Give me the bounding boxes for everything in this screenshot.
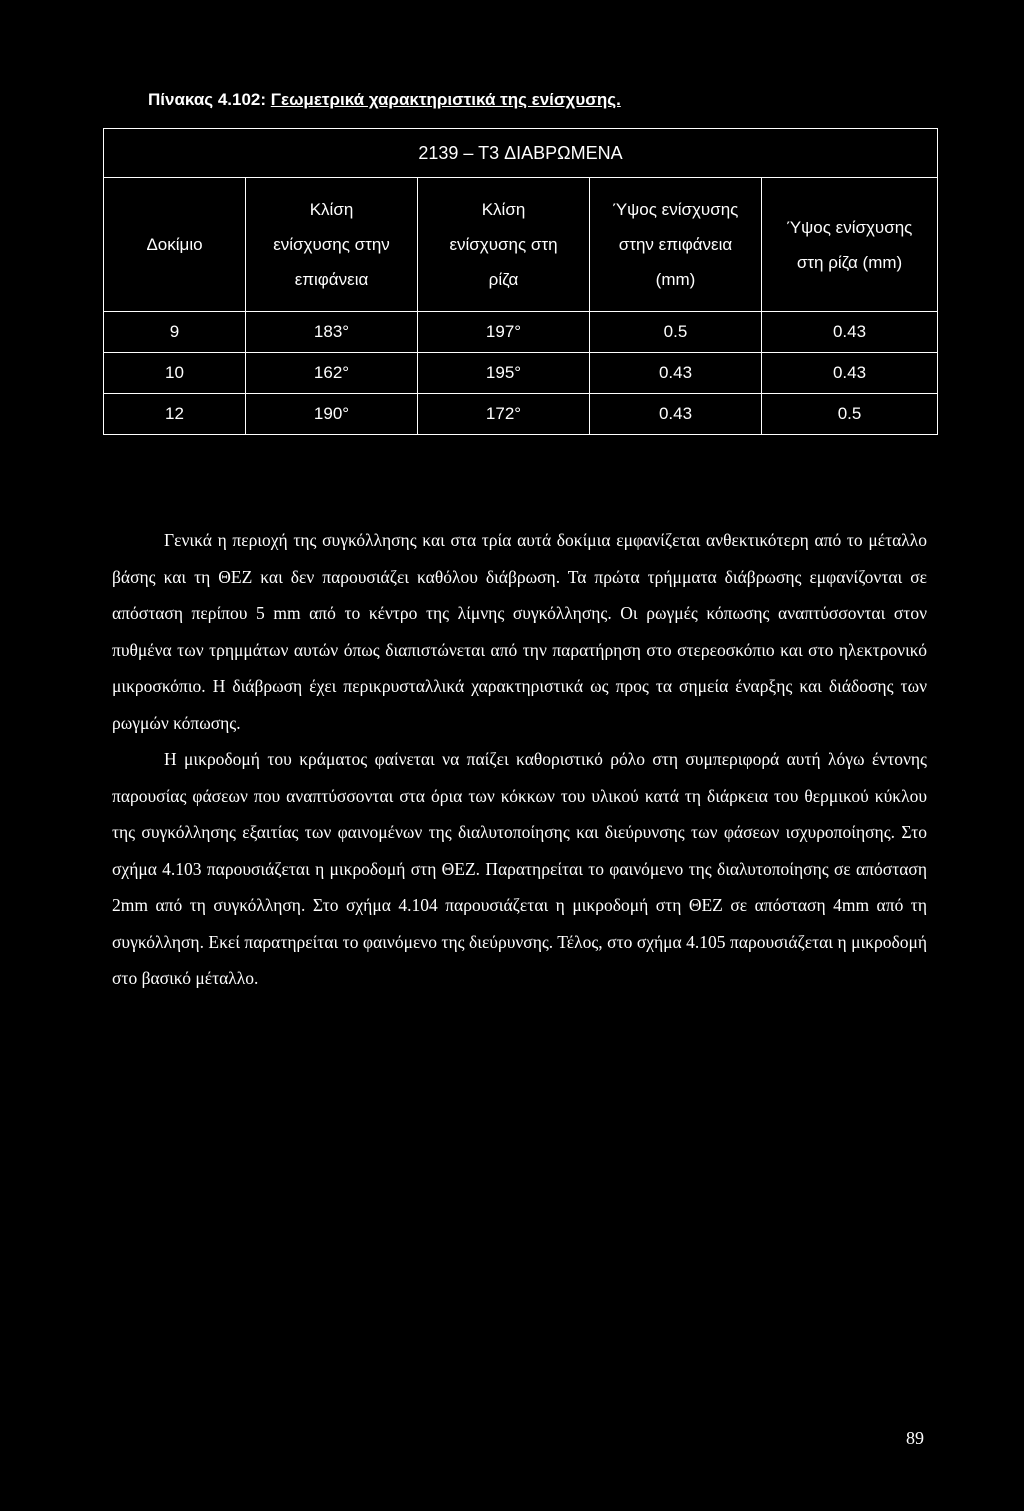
geometry-table [103, 128, 938, 435]
table-title-row [104, 129, 938, 178]
cell-height-root: 0.43 [762, 312, 938, 353]
cell-specimen: 10 [104, 353, 246, 394]
cell-height-root: 0.43 [762, 353, 938, 394]
header-line: Ύψος ενίσχυσης [786, 217, 913, 237]
paragraph: Γενικά η περιοχή της συγκόλλησης και στα τρία αυτά δοκίμια εμφανίζεται ανθεκτικότερη από το μέταλλο βάσης και τη ΘΕΖ και δεν παρουσιάζει καθόλου διάβρωση. Τα πρώτα τρήμματα διάβρωσης εμφανίζονται σε απόσταση περίπου 5 mm από το κέντρο της λίμνης συγκόλλησης. Οι ρωγμές κόπωσης αναπτύσσονται στον πυθμένα των τρημμάτων αυτών όπως διαπιστώνεται από την παρατήρηση στο στερεοσκόπιο και στο ηλεκτρονικό μικροσκόπιο. Η διάβρωση έχει περικρυσταλλικά χαρακτηριστικά ως προς τα σημεία έναρξης και διάδοσης των ρωγμών κόπωσης. [112, 530, 927, 733]
cell-height-surface: 0.5 [590, 312, 762, 353]
header-specimen [104, 178, 246, 312]
header-line: (mm) [655, 270, 696, 289]
header-line: Κλίση [481, 200, 526, 219]
cell-slope-root: 197° [418, 312, 590, 353]
cell-height-surface: 0.43 [590, 394, 762, 435]
cell-slope-surface: 190° [246, 394, 418, 435]
table-row [104, 353, 938, 394]
header-line: ενίσχυσης στην [273, 235, 390, 254]
cell-slope-root: 195° [418, 353, 590, 394]
header-specimen-line: Δοκίμιο [146, 235, 203, 254]
header-line: στη ρίζα (mm) [796, 252, 903, 272]
table-row [104, 312, 938, 353]
header-line: Κλίση [309, 200, 354, 219]
paragraph: Η μικροδομή του κράματος φαίνεται να παίζει καθοριστικό ρόλο στη συμπεριφορά αυτή λόγω έντονης παρουσίας φάσεων που αναπτύσσονται στα όρια των κόκκων του υλικού κατά τη διάρκεια του θερμικού κύκλου της συγκόλλησης εξαιτίας των φαινομένων της διαλυτοποίησης και διεύρυνσης των φάσεων ισχυροποίησης. Στο σχήμα 4.103 παρουσιάζεται η μικροδομή στη ΘΕΖ. Παρατηρείται το φαινόμενο της διαλυτοποίησης σε απόσταση 2mm από τη συγκόλληση. Στο σχήμα 4.104 παρουσιάζεται η μικροδομή στη ΘΕΖ σε απόσταση 4mm από τη συγκόλληση. Εκεί παρατηρείται το φαινόμενο της διεύρυνσης. Τέλος, στο σχήμα 4.105 παρουσιάζεται η μικροδομή στο βασικό μέταλλο. [112, 749, 927, 988]
header-slope-root [418, 178, 590, 312]
header-line: επιφάνεια [294, 270, 369, 289]
table-title: 2139 – T3 ΔΙΑΒΡΩΜΕΝΑ [104, 129, 938, 178]
header-height-surface [590, 178, 762, 312]
header-line: ενίσχυσης στη [449, 235, 558, 254]
header-line: στην επιφάνεια [618, 235, 733, 254]
table-caption [148, 90, 621, 110]
cell-slope-root: 172° [418, 394, 590, 435]
body-text [112, 522, 927, 997]
cell-slope-surface: 183° [246, 312, 418, 353]
caption-title: Γεωμετρικά χαρακτηριστικά της ενίσχυσης. [270, 90, 621, 109]
cell-slope-surface: 162° [246, 353, 418, 394]
table-row [104, 394, 938, 435]
cell-height-root: 0.5 [762, 394, 938, 435]
geometry-table-container [103, 128, 937, 435]
cell-height-surface: 0.43 [590, 353, 762, 394]
page-number: 89 [906, 1428, 924, 1448]
cell-specimen: 9 [104, 312, 246, 353]
table-header-row [104, 178, 938, 312]
caption-label: Πίνακας 4.102: [148, 90, 267, 109]
header-line: ρίζα [488, 270, 519, 289]
cell-specimen: 12 [104, 394, 246, 435]
header-line: Ύψος ενίσχυσης [612, 200, 739, 219]
header-slope-surface [246, 178, 418, 312]
header-height-root [762, 178, 938, 312]
